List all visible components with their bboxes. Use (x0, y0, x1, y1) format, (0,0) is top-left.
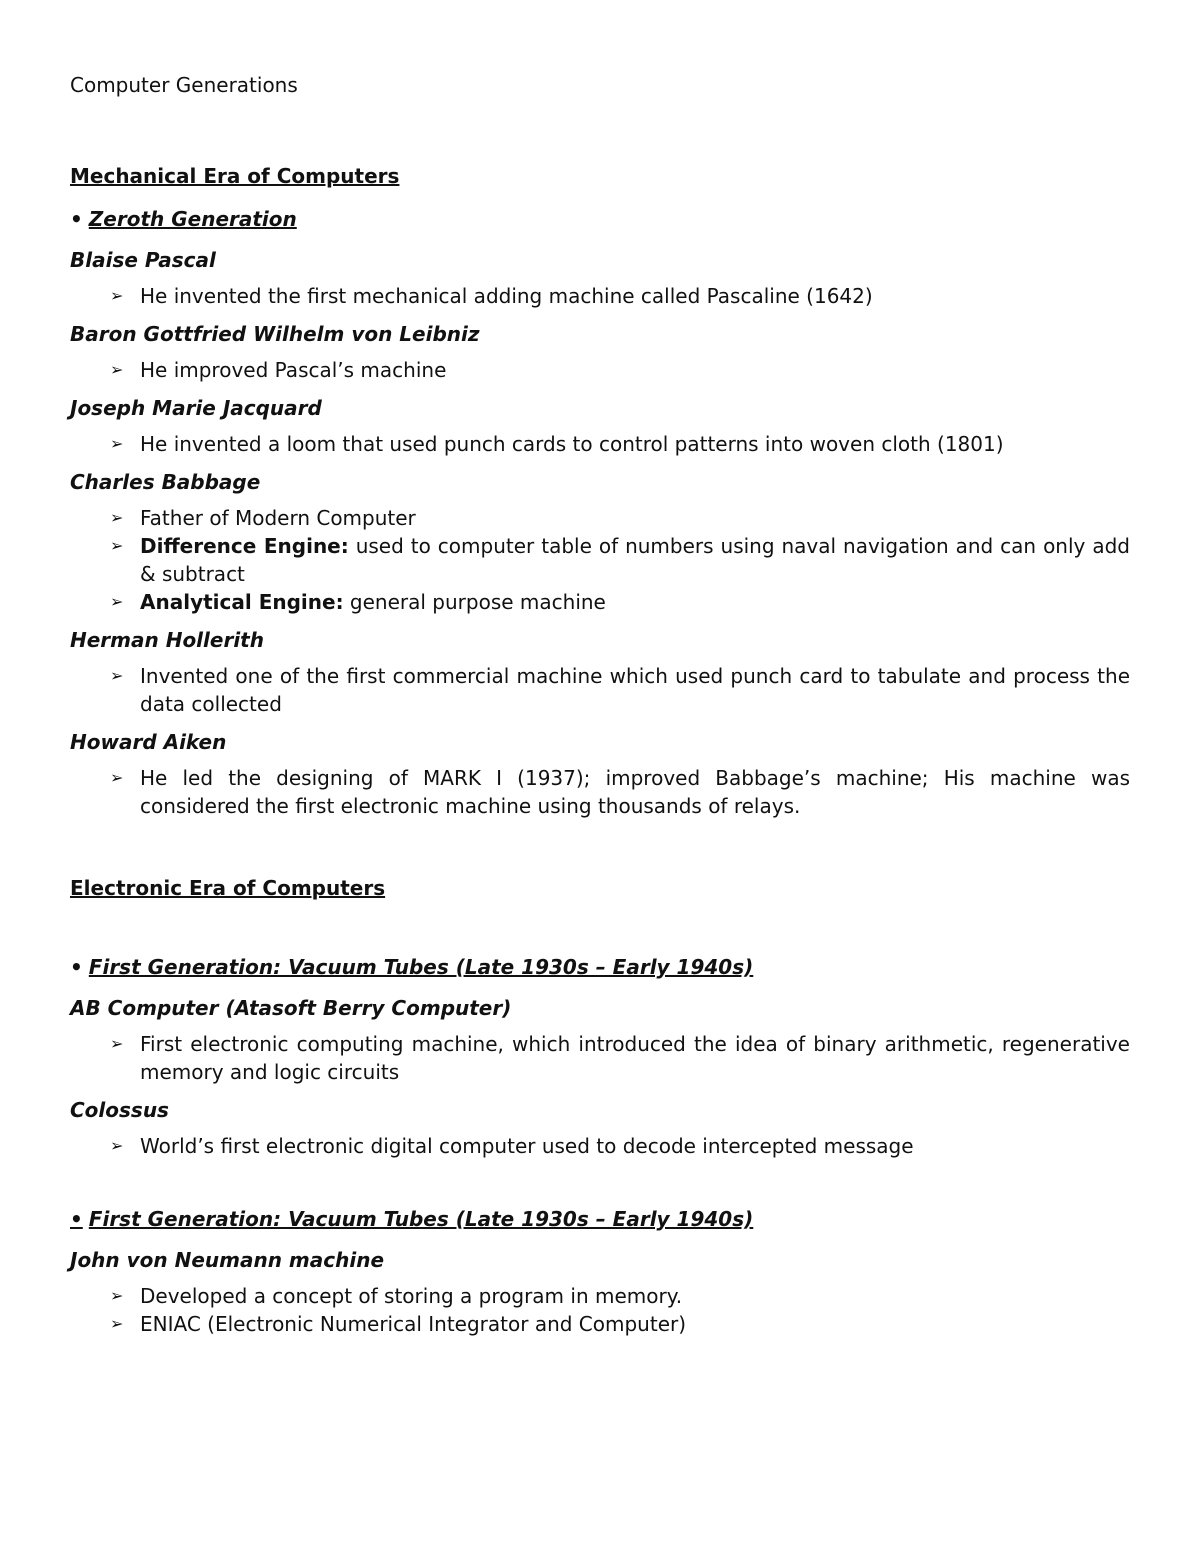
person-name: Charles Babbage (70, 470, 261, 494)
arrow-bullet-icon: ➢ (110, 666, 124, 685)
person-name: Howard Aiken (70, 730, 227, 754)
item-text: Developed a concept of storing a program in memory. (140, 1284, 683, 1308)
arrow-bullet-icon: ➢ (110, 536, 124, 555)
generation-title: First Generation: Vacuum Tubes (Late 1930s – Early 1940s) (88, 1207, 754, 1231)
person-name: Blaise Pascal (70, 248, 216, 272)
bullet-icon: • (70, 207, 83, 231)
arrow-bullet-icon: ➢ (110, 592, 124, 611)
list-item (70, 430, 1130, 458)
list-item (70, 588, 1130, 616)
item-list (70, 1282, 1130, 1338)
electronic-people-list-2 (70, 1244, 1130, 1338)
arrow-bullet-icon: ➢ (110, 286, 124, 305)
list-item (70, 356, 1130, 384)
arrow-bullet-icon: ➢ (110, 1034, 124, 1053)
mechanical-people-list (70, 244, 1130, 820)
item-list (70, 356, 1130, 384)
item-text: He invented a loom that used punch cards to control patterns into woven cloth (1801) (140, 432, 1004, 456)
list-item (70, 662, 1130, 718)
list-item (70, 1282, 1130, 1310)
arrow-bullet-icon: ➢ (110, 434, 124, 453)
item-text: He invented the first mechanical adding machine called Pascaline (1642) (140, 284, 873, 308)
list-item (70, 504, 1130, 532)
arrow-bullet-icon: ➢ (110, 768, 124, 787)
electronic-era-heading: Electronic Era of Computers (70, 876, 386, 900)
item-text: general purpose machine (343, 590, 606, 614)
list-item (70, 532, 1130, 588)
item-list (70, 282, 1130, 310)
generation-title: Zeroth Generation (88, 207, 297, 231)
person-name: John von Neumann machine (70, 1248, 385, 1272)
list-item (70, 282, 1130, 310)
bullet-icon: • (70, 1207, 83, 1231)
item-list (70, 764, 1130, 820)
item-text: First electronic computing machine, which introduced the idea of binary arithmetic, regenerative memory and logic circuits (140, 1032, 1130, 1084)
item-text: He led the designing of MARK I (1937); improved Babbage’s machine; His machine was considered the first electronic machine using thousands of relays. (140, 766, 1130, 818)
item-text: used to computer table of numbers using naval navigation and can only add & subtract (140, 534, 1130, 586)
person-name: Joseph Marie Jacquard (70, 396, 322, 420)
mechanical-era-heading: Mechanical Era of Computers (70, 164, 400, 188)
arrow-bullet-icon: ➢ (110, 360, 124, 379)
zeroth-generation-heading (70, 202, 1130, 236)
list-item (70, 1310, 1130, 1338)
item-text: He improved Pascal’s machine (140, 358, 447, 382)
person-name: Baron Gottfried Wilhelm von Leibniz (70, 322, 480, 346)
first-generation-heading (70, 950, 1130, 984)
item-text: Invented one of the first commercial machine which used punch card to tabulate and process the data collected (140, 664, 1130, 716)
item-list (70, 1030, 1130, 1086)
item-text: Father of Modern Computer (140, 506, 416, 530)
person-name: Colossus (70, 1098, 169, 1122)
person-name: Herman Hollerith (70, 628, 264, 652)
document-page (70, 70, 1130, 1346)
item-list (70, 430, 1130, 458)
item-term: Difference Engine: (140, 534, 349, 558)
arrow-bullet-icon: ➢ (110, 1286, 124, 1305)
electronic-people-list-1 (70, 992, 1130, 1160)
list-item (70, 764, 1130, 820)
arrow-bullet-icon: ➢ (110, 1136, 124, 1155)
item-term: Analytical Engine: (140, 590, 344, 614)
item-list (70, 662, 1130, 718)
first-generation-heading-repeat (70, 1202, 1130, 1236)
generation-title: First Generation: Vacuum Tubes (Late 1930s – Early 1940s) (88, 955, 754, 979)
item-list (70, 504, 1130, 616)
document-title: Computer Generations (70, 73, 298, 97)
item-list (70, 1132, 1130, 1160)
item-text: ENIAC (Electronic Numerical Integrator and Computer) (140, 1312, 687, 1336)
person-name: AB Computer (Atasoft Berry Computer) (70, 996, 512, 1020)
item-text: World’s first electronic digital computer used to decode intercepted message (140, 1134, 914, 1158)
list-item (70, 1030, 1130, 1086)
bullet-icon: • (70, 955, 83, 979)
arrow-bullet-icon: ➢ (110, 1314, 124, 1333)
arrow-bullet-icon: ➢ (110, 508, 124, 527)
list-item (70, 1132, 1130, 1160)
